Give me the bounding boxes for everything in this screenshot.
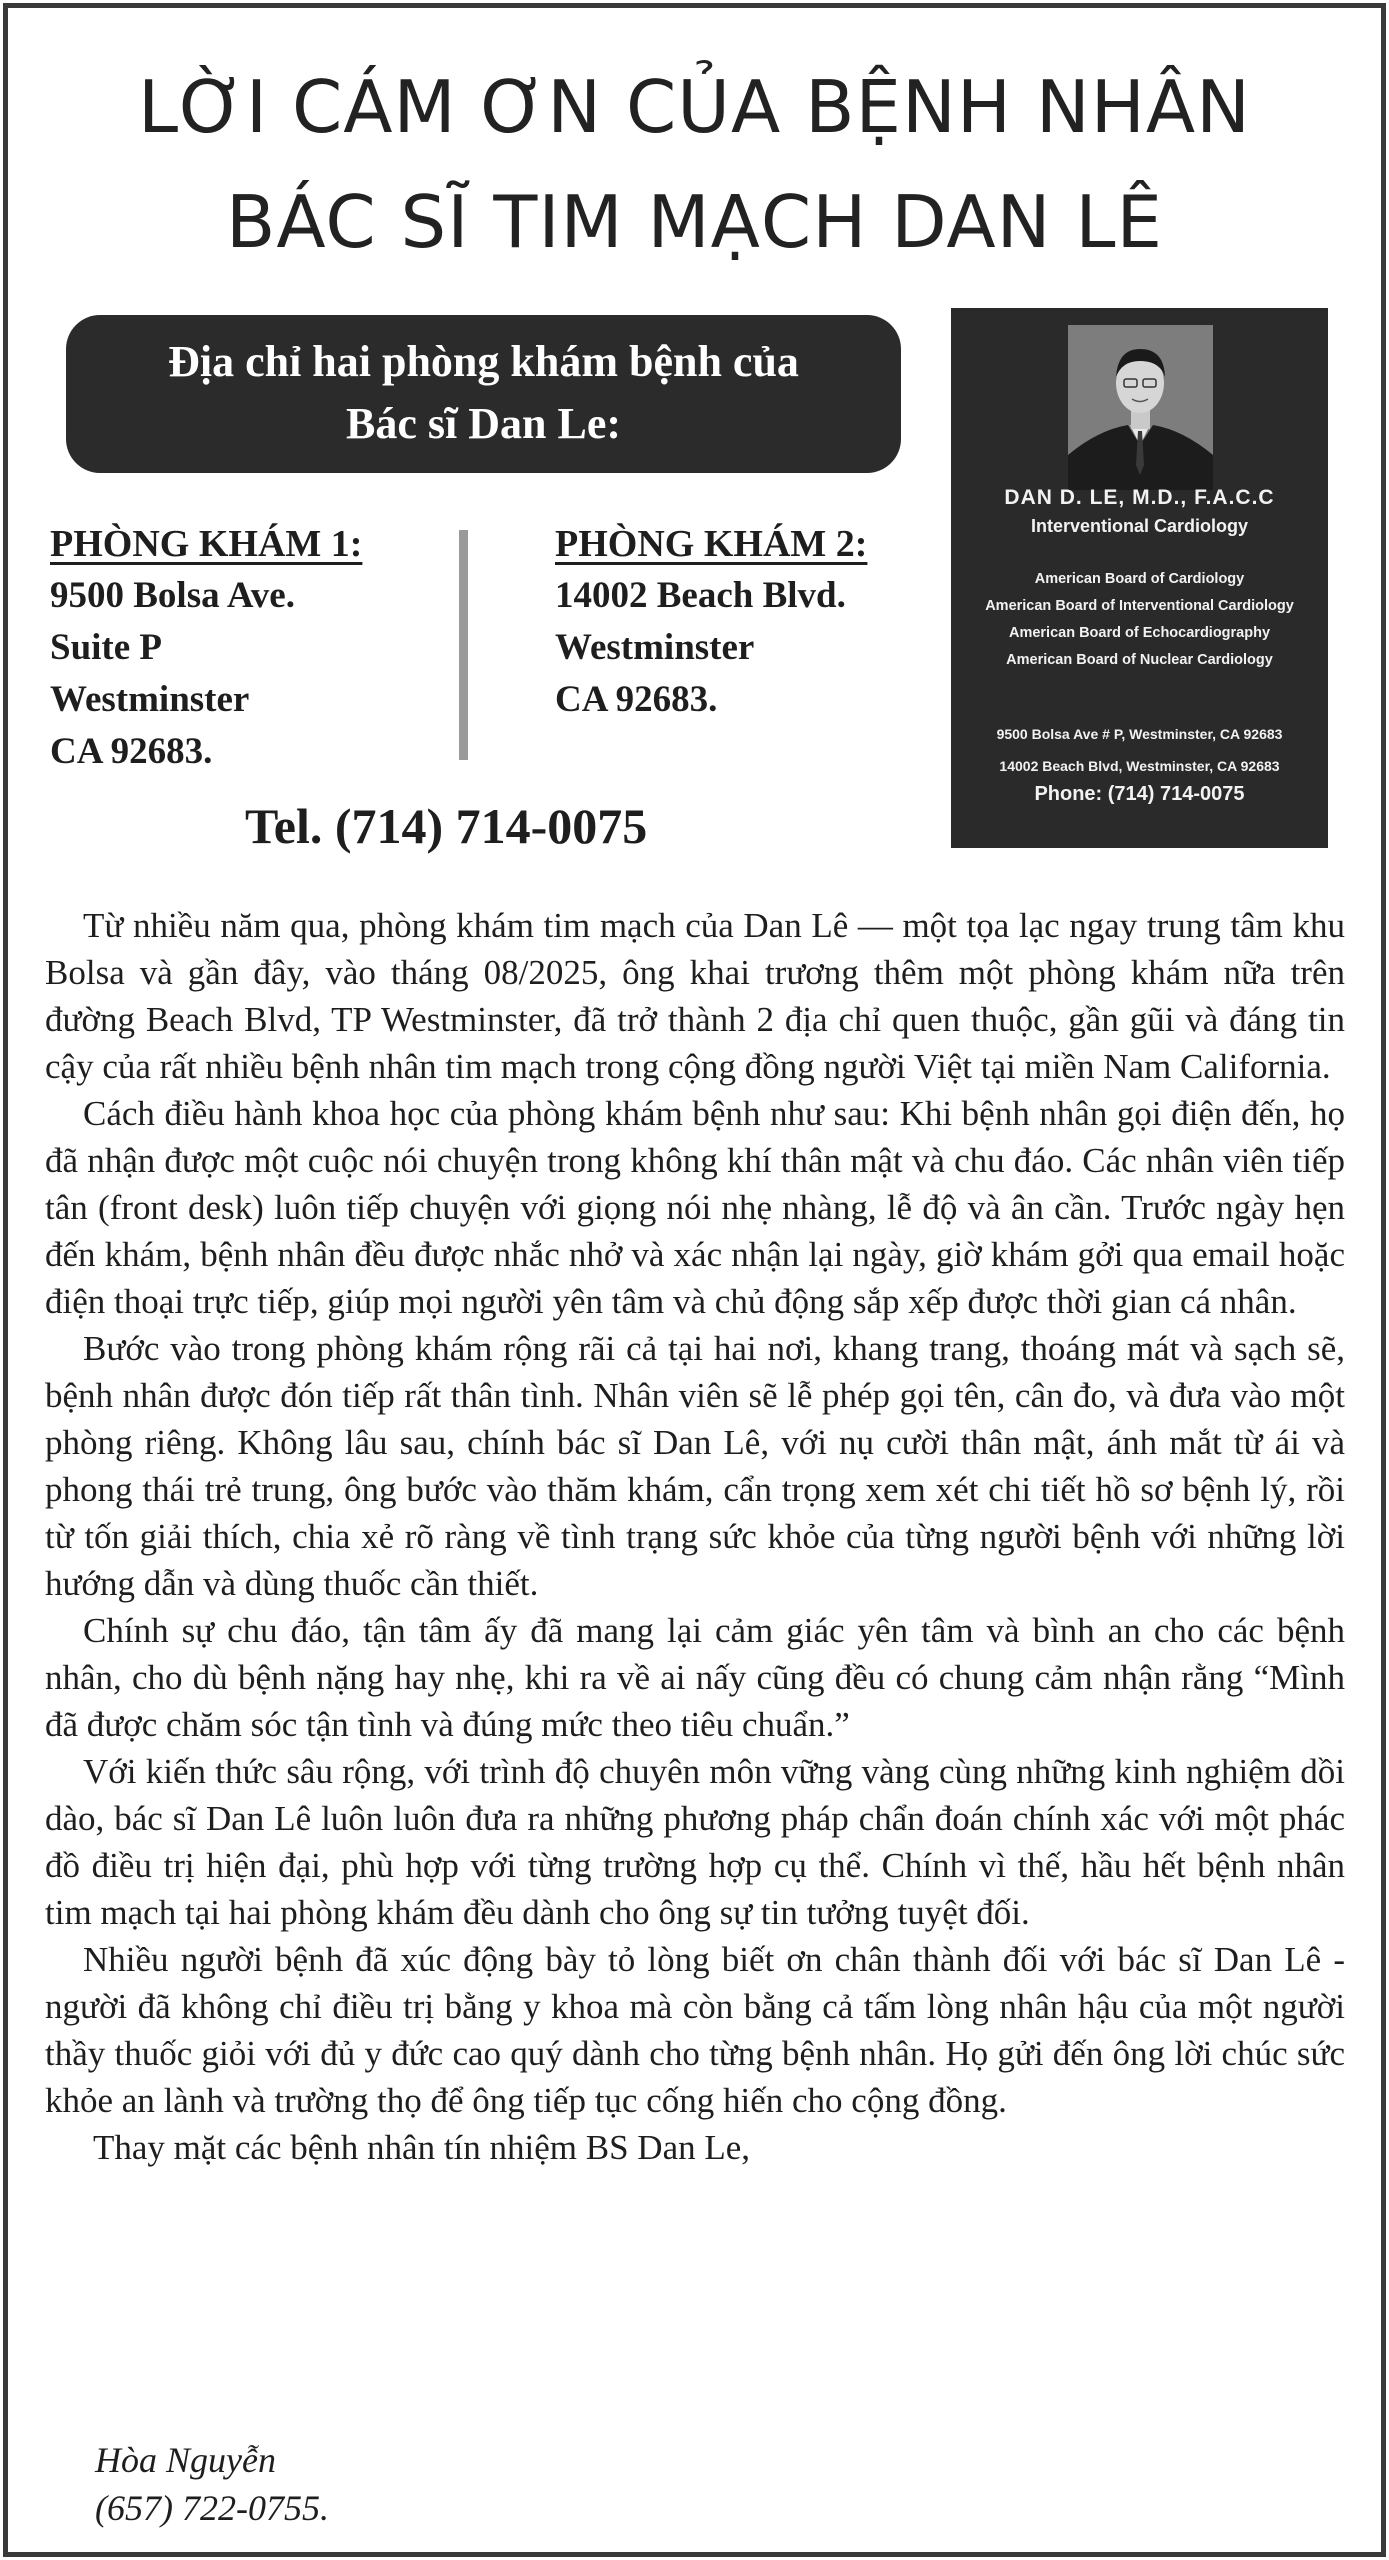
card-doctor-name: DAN D. LE, M.D., F.A.C.C bbox=[1004, 486, 1275, 509]
headline-line-1: LỜI CÁM ƠN CỦA BỆNH NHÂN bbox=[138, 65, 1251, 149]
closing-line: Thay mặt các bệnh nhân tín nhiệm BS Dan Le, bbox=[93, 2128, 751, 2167]
signature-phone: (657) 722-0755. bbox=[95, 2488, 329, 2528]
clinic-2-line: CA 92683. bbox=[555, 679, 718, 720]
clinic-1-line: Suite P bbox=[50, 627, 163, 668]
clinic-1-heading: PHÒNG KHÁM 1: bbox=[50, 523, 363, 565]
card-phone: Phone: (714) 714-0075 bbox=[1034, 783, 1245, 805]
clinic-2-line: 14002 Beach Blvd. bbox=[555, 575, 846, 616]
article-paragraph: Chính sự chu đáo, tận tâm ấy đã mang lại cảm giác yên tâm và bình an cho các bệnh nhân, cho dù bệnh nặng hay nhẹ, khi ra về ai nấy cũng đều có chung cảm nhận rằng “Mình đã được chăm sóc tận tình và đúng mức theo tiêu chuẩn.” bbox=[45, 1611, 1345, 1744]
card-board-item: American Board of Cardiology bbox=[1034, 571, 1245, 587]
telephone: Tel. (714) 714-0075 bbox=[245, 798, 648, 854]
article-body bbox=[45, 902, 1345, 2171]
clinic-1-block bbox=[50, 518, 362, 778]
business-card bbox=[951, 308, 1328, 848]
card-board-item: American Board of Interventional Cardiology bbox=[985, 598, 1294, 614]
card-board-list bbox=[951, 566, 1328, 674]
address-heading-line-2: Bác sĩ Dan Le: bbox=[346, 399, 621, 448]
signature-name: Hòa Nguyễn bbox=[95, 2440, 276, 2480]
card-address-list bbox=[951, 718, 1328, 782]
card-address-item: 9500 Bolsa Ave # P, Westminster, CA 92683 bbox=[996, 726, 1283, 742]
article-paragraph: Với kiến thức sâu rộng, với trình độ chuyên môn vững vàng cùng những kinh nghiệm dồi dào, bác sĩ Dan Lê luôn luôn đưa ra những phương pháp chẩn đoán chính xác với một phác đồ điều trị hiện đại, phù hợp với từng trường hợp cụ thể. Chính vì thế, hầu hết bệnh nhân tim mạch tại hai phòng khám đều dành cho ông sự tin tưởng tuyệt đối. bbox=[45, 1752, 1345, 1932]
address-heading-line-1: Địa chỉ hai phòng khám bệnh của bbox=[168, 337, 799, 386]
clinic-1-line: 9500 Bolsa Ave. bbox=[50, 575, 295, 616]
address-heading-box bbox=[66, 315, 901, 473]
article-paragraph: Từ nhiều năm qua, phòng khám tim mạch của Dan Lê — một tọa lạc ngay trung tâm khu Bolsa và gần đây, vào tháng 08/2025, ông khai trương thêm một phòng khám nữa trên đường Beach Blvd, TP Westminster, đã trở thành 2 địa chỉ quen thuộc, gần gũi và đáng tin cậy của rất nhiều bệnh nhân tim mạch trong cộng đồng người Việt tại miền Nam California. bbox=[45, 906, 1345, 1086]
clinic-1-line: CA 92683. bbox=[50, 731, 213, 772]
article-paragraph: Bước vào trong phòng khám rộng rãi cả tại hai nơi, khang trang, thoáng mát và sạch sẽ, bệnh nhân được đón tiếp rất thân tình. Nhân viên sẽ lễ phép gọi tên, cân đo, và đưa vào một phòng riêng. Không lâu sau, chính bác sĩ Dan Lê, với nụ cười thân mật, ánh mắt từ ái và phong thái trẻ trung, ông bước vào thăm khám, cẩn trọng xem xét chi tiết hồ sơ bệnh lý, rồi từ tốn giải thích, chia xẻ rõ ràng về tình trạng sức khỏe của từng người bệnh với những lời hướng dẫn và dùng thuốc cần thiết. bbox=[45, 1329, 1345, 1603]
card-address-item: 14002 Beach Blvd, Westminster, CA 92683 bbox=[999, 758, 1280, 774]
clinic-2-line: Westminster bbox=[555, 627, 755, 668]
article-paragraph: Cách điều hành khoa học của phòng khám bệnh như sau: Khi bệnh nhân gọi điện đến, họ đã nhận được một cuộc nói chuyện trong không khí thân mật và chu đáo. Các nhân viên tiếp tân (front desk) luôn tiếp chuyện với giọng nói nhẹ nhàng, lễ độ và ân cần. Trước ngày hẹn đến khám, bệnh nhân đều được nhắc nhở và xác nhận lại ngày, giờ khám gởi qua email hoặc điện thoại trực tiếp, giúp mọi người yên tâm và chủ động sắp xếp được thời gian cá nhân. bbox=[45, 1094, 1345, 1321]
card-board-item: American Board of Echocardiography bbox=[1008, 625, 1271, 641]
clinic-1-line: Westminster bbox=[50, 679, 250, 720]
clinic-2-block bbox=[555, 518, 867, 726]
card-board-item: American Board of Nuclear Cardiology bbox=[1006, 652, 1273, 668]
portrait-icon bbox=[1068, 325, 1213, 490]
article-paragraph: Nhiều người bệnh đã xúc động bày tỏ lòng biết ơn chân thành đối với bác sĩ Dan Lê - người đã không chỉ điều trị bằng y khoa mà còn bằng cả tấm lòng nhân hậu của một người thầy thuốc giỏi với đủ y đức cao quý dành cho từng bệnh nhân. Họ gửi đến ông lời chúc sức khỏe an lành và trường thọ để ông tiếp tục cống hiến cho cộng đồng. bbox=[45, 1940, 1345, 2120]
clinic-divider bbox=[459, 530, 468, 760]
signature-block bbox=[95, 2436, 329, 2532]
card-specialty: Interventional Cardiology bbox=[1030, 516, 1249, 536]
doctor-photo bbox=[1068, 325, 1213, 490]
clinic-2-heading: PHÒNG KHÁM 2: bbox=[555, 523, 868, 565]
headline-line-2: BÁC SĨ TIM MẠCH DAN LÊ bbox=[225, 180, 1164, 264]
